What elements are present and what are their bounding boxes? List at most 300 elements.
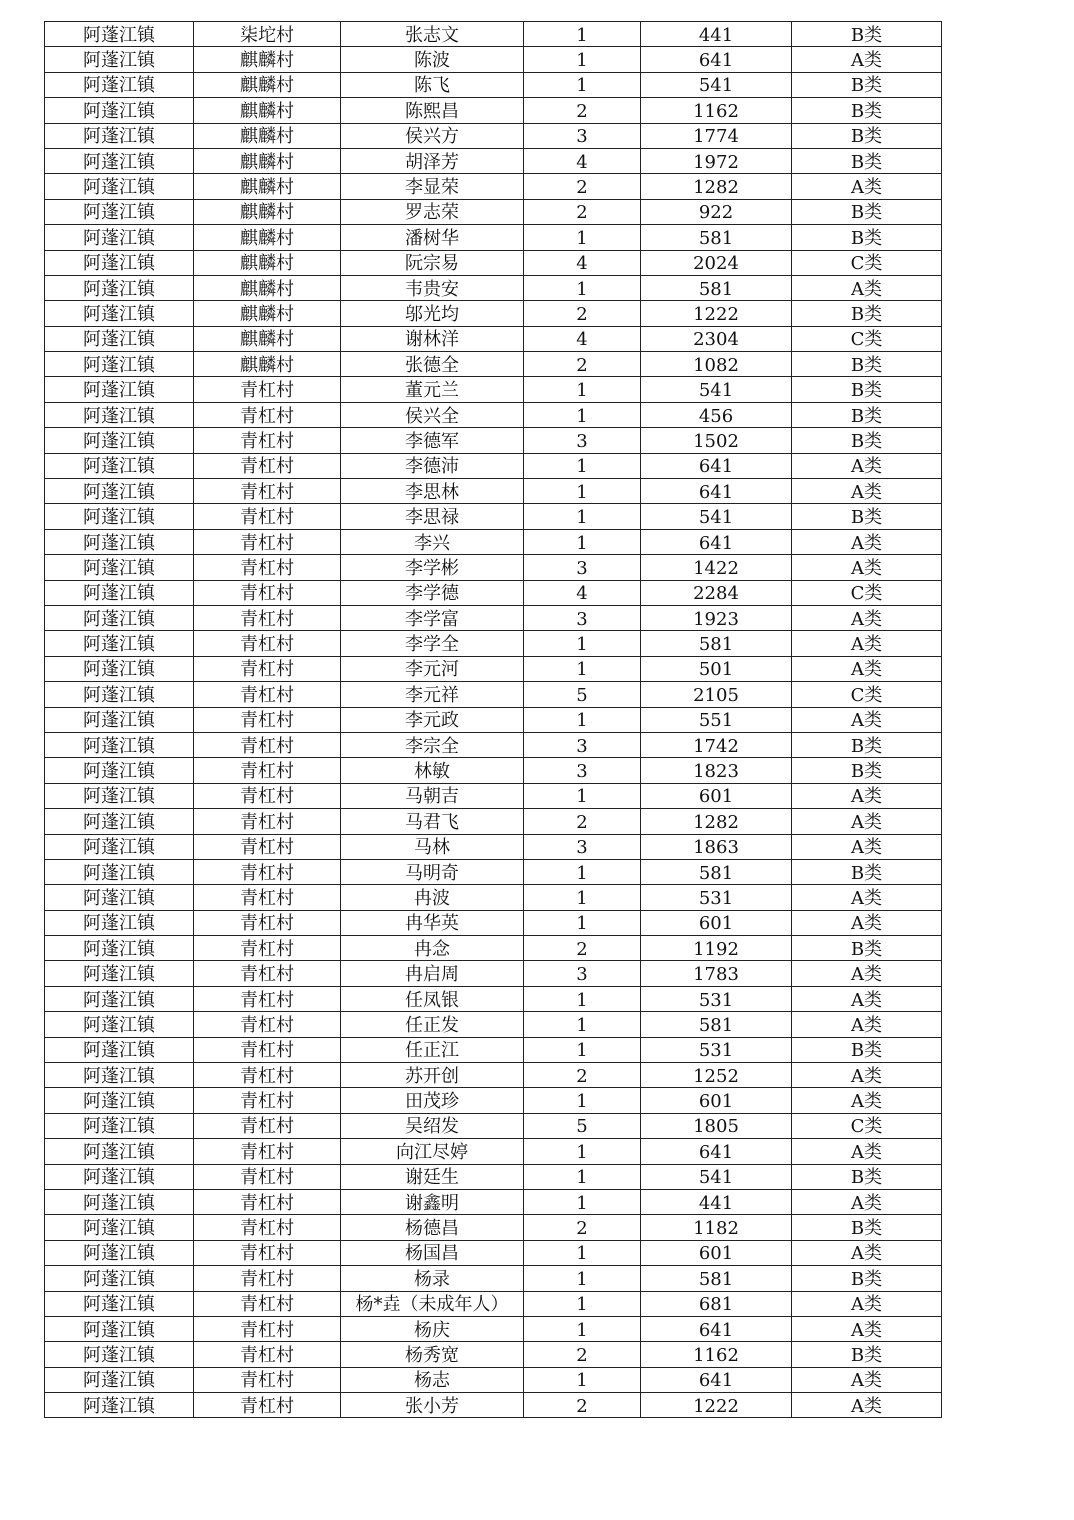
name-cell: 马明奇: [341, 859, 524, 884]
village-cell: 青杠村: [194, 479, 341, 504]
table-row: [45, 529, 942, 554]
household-size-cell: 1: [524, 72, 641, 97]
name-cell: 冉波: [341, 885, 524, 910]
name-cell: 李学富: [341, 605, 524, 630]
town-cell: 阿蓬江镇: [45, 225, 194, 250]
name-cell: 罗志荣: [341, 199, 524, 224]
household-size-cell: 1: [524, 656, 641, 681]
amount-cell: 581: [641, 859, 792, 884]
household-size-cell: 2: [524, 1063, 641, 1088]
name-cell: 马朝吉: [341, 783, 524, 808]
household-size-cell: 1: [524, 453, 641, 478]
household-size-cell: 3: [524, 555, 641, 580]
table-row: [45, 47, 942, 72]
amount-cell: 2105: [641, 682, 792, 707]
name-cell: 李德军: [341, 428, 524, 453]
table-row: [45, 1342, 942, 1367]
town-cell: 阿蓬江镇: [45, 326, 194, 351]
name-cell: 李思林: [341, 479, 524, 504]
name-cell: 邬光均: [341, 301, 524, 326]
category-cell: A类: [792, 1367, 942, 1392]
category-cell: C类: [792, 682, 942, 707]
village-cell: 麒麟村: [194, 301, 341, 326]
table-row: [45, 986, 942, 1011]
table-row: [45, 758, 942, 783]
category-cell: C类: [792, 1113, 942, 1138]
household-size-cell: 1: [524, 1189, 641, 1214]
household-size-cell: 1: [524, 986, 641, 1011]
table-row: [45, 732, 942, 757]
town-cell: 阿蓬江镇: [45, 1139, 194, 1164]
category-cell: B类: [792, 98, 942, 123]
household-size-cell: 1: [524, 377, 641, 402]
table-row: [45, 834, 942, 859]
village-cell: 青杠村: [194, 580, 341, 605]
category-cell: B类: [792, 936, 942, 961]
town-cell: 阿蓬江镇: [45, 707, 194, 732]
category-cell: B类: [792, 301, 942, 326]
category-cell: A类: [792, 1012, 942, 1037]
amount-cell: 1783: [641, 961, 792, 986]
town-cell: 阿蓬江镇: [45, 22, 194, 47]
table-row: [45, 631, 942, 656]
name-cell: 李元政: [341, 707, 524, 732]
name-cell: 侯兴全: [341, 402, 524, 427]
name-cell: 杨录: [341, 1266, 524, 1291]
village-cell: 麒麟村: [194, 275, 341, 300]
village-cell: 麒麟村: [194, 47, 341, 72]
village-cell: 青杠村: [194, 1240, 341, 1265]
amount-cell: 1742: [641, 732, 792, 757]
amount-cell: 1192: [641, 936, 792, 961]
village-cell: 青杠村: [194, 732, 341, 757]
village-cell: 麒麟村: [194, 250, 341, 275]
amount-cell: 531: [641, 986, 792, 1011]
village-cell: 青杠村: [194, 428, 341, 453]
household-size-cell: 1: [524, 1139, 641, 1164]
category-cell: C类: [792, 250, 942, 275]
table-body: [45, 22, 942, 1418]
category-cell: A类: [792, 1189, 942, 1214]
town-cell: 阿蓬江镇: [45, 1240, 194, 1265]
table-row: [45, 783, 942, 808]
name-cell: 潘树华: [341, 225, 524, 250]
town-cell: 阿蓬江镇: [45, 453, 194, 478]
category-cell: A类: [792, 1316, 942, 1341]
table-row: [45, 123, 942, 148]
category-cell: B类: [792, 428, 942, 453]
village-cell: 青杠村: [194, 783, 341, 808]
amount-cell: 1282: [641, 174, 792, 199]
town-cell: 阿蓬江镇: [45, 1063, 194, 1088]
name-cell: 田茂珍: [341, 1088, 524, 1113]
table-row: [45, 936, 942, 961]
village-cell: 青杠村: [194, 1393, 341, 1418]
amount-cell: 1923: [641, 605, 792, 630]
village-cell: 青杠村: [194, 1113, 341, 1138]
town-cell: 阿蓬江镇: [45, 1012, 194, 1037]
table-row: [45, 72, 942, 97]
town-cell: 阿蓬江镇: [45, 1266, 194, 1291]
village-cell: 青杠村: [194, 834, 341, 859]
data-table: [44, 21, 942, 1418]
table-row: [45, 199, 942, 224]
table-row: [45, 1316, 942, 1341]
town-cell: 阿蓬江镇: [45, 123, 194, 148]
village-cell: 青杠村: [194, 453, 341, 478]
amount-cell: 1082: [641, 352, 792, 377]
table-row: [45, 1088, 942, 1113]
table-row: [45, 859, 942, 884]
amount-cell: 641: [641, 1316, 792, 1341]
town-cell: 阿蓬江镇: [45, 809, 194, 834]
category-cell: B类: [792, 1164, 942, 1189]
household-size-cell: 4: [524, 250, 641, 275]
town-cell: 阿蓬江镇: [45, 961, 194, 986]
name-cell: 冉念: [341, 936, 524, 961]
category-cell: A类: [792, 910, 942, 935]
village-cell: 青杠村: [194, 758, 341, 783]
category-cell: B类: [792, 22, 942, 47]
amount-cell: 1252: [641, 1063, 792, 1088]
village-cell: 青杠村: [194, 986, 341, 1011]
household-size-cell: 3: [524, 605, 641, 630]
category-cell: A类: [792, 961, 942, 986]
table-row: [45, 1215, 942, 1240]
name-cell: 李兴: [341, 529, 524, 554]
town-cell: 阿蓬江镇: [45, 936, 194, 961]
category-cell: B类: [792, 758, 942, 783]
village-cell: 青杠村: [194, 1367, 341, 1392]
household-size-cell: 1: [524, 1037, 641, 1062]
category-cell: B类: [792, 1215, 942, 1240]
category-cell: A类: [792, 1063, 942, 1088]
name-cell: 任正江: [341, 1037, 524, 1062]
table-row: [45, 1139, 942, 1164]
amount-cell: 541: [641, 72, 792, 97]
name-cell: 谢廷生: [341, 1164, 524, 1189]
household-size-cell: 3: [524, 961, 641, 986]
household-size-cell: 1: [524, 47, 641, 72]
household-size-cell: 4: [524, 580, 641, 605]
household-size-cell: 1: [524, 910, 641, 935]
name-cell: 胡泽芳: [341, 148, 524, 173]
category-cell: A类: [792, 605, 942, 630]
town-cell: 阿蓬江镇: [45, 1291, 194, 1316]
amount-cell: 581: [641, 1012, 792, 1037]
name-cell: 吴绍发: [341, 1113, 524, 1138]
town-cell: 阿蓬江镇: [45, 631, 194, 656]
table-row: [45, 275, 942, 300]
village-cell: 青杠村: [194, 631, 341, 656]
table-row: [45, 428, 942, 453]
household-size-cell: 1: [524, 402, 641, 427]
table-row: [45, 1113, 942, 1138]
name-cell: 马君飞: [341, 809, 524, 834]
household-size-cell: 1: [524, 504, 641, 529]
table-row: [45, 1367, 942, 1392]
village-cell: 青杠村: [194, 1189, 341, 1214]
household-size-cell: 1: [524, 1291, 641, 1316]
name-cell: 陈波: [341, 47, 524, 72]
name-cell: 李学德: [341, 580, 524, 605]
village-cell: 麒麟村: [194, 352, 341, 377]
table-row: [45, 555, 942, 580]
category-cell: A类: [792, 986, 942, 1011]
town-cell: 阿蓬江镇: [45, 148, 194, 173]
name-cell: 任正发: [341, 1012, 524, 1037]
name-cell: 张小芳: [341, 1393, 524, 1418]
household-size-cell: 1: [524, 1088, 641, 1113]
village-cell: 青杠村: [194, 605, 341, 630]
town-cell: 阿蓬江镇: [45, 504, 194, 529]
household-size-cell: 1: [524, 1240, 641, 1265]
household-size-cell: 3: [524, 123, 641, 148]
category-cell: B类: [792, 1266, 942, 1291]
amount-cell: 1182: [641, 1215, 792, 1240]
village-cell: 青杠村: [194, 529, 341, 554]
category-cell: B类: [792, 504, 942, 529]
category-cell: A类: [792, 885, 942, 910]
name-cell: 韦贵安: [341, 275, 524, 300]
village-cell: 麒麟村: [194, 326, 341, 351]
amount-cell: 1282: [641, 809, 792, 834]
amount-cell: 641: [641, 1139, 792, 1164]
household-size-cell: 2: [524, 174, 641, 199]
amount-cell: 441: [641, 1189, 792, 1214]
name-cell: 陈飞: [341, 72, 524, 97]
amount-cell: 681: [641, 1291, 792, 1316]
town-cell: 阿蓬江镇: [45, 1215, 194, 1240]
category-cell: A类: [792, 1139, 942, 1164]
town-cell: 阿蓬江镇: [45, 885, 194, 910]
town-cell: 阿蓬江镇: [45, 479, 194, 504]
town-cell: 阿蓬江镇: [45, 428, 194, 453]
category-cell: A类: [792, 783, 942, 808]
table-row: [45, 225, 942, 250]
category-cell: B类: [792, 148, 942, 173]
village-cell: 青杠村: [194, 859, 341, 884]
household-size-cell: 1: [524, 1012, 641, 1037]
village-cell: 青杠村: [194, 504, 341, 529]
table-row: [45, 910, 942, 935]
table-row: [45, 301, 942, 326]
village-cell: 青杠村: [194, 402, 341, 427]
village-cell: 青杠村: [194, 1215, 341, 1240]
household-size-cell: 2: [524, 1342, 641, 1367]
amount-cell: 1805: [641, 1113, 792, 1138]
category-cell: A类: [792, 809, 942, 834]
village-cell: 青杠村: [194, 1291, 341, 1316]
amount-cell: 551: [641, 707, 792, 732]
amount-cell: 601: [641, 910, 792, 935]
town-cell: 阿蓬江镇: [45, 47, 194, 72]
name-cell: 侯兴方: [341, 123, 524, 148]
amount-cell: 541: [641, 504, 792, 529]
table-row: [45, 504, 942, 529]
amount-cell: 1222: [641, 301, 792, 326]
table-row: [45, 605, 942, 630]
household-size-cell: 2: [524, 352, 641, 377]
name-cell: 杨国昌: [341, 1240, 524, 1265]
category-cell: B类: [792, 732, 942, 757]
amount-cell: 2304: [641, 326, 792, 351]
table-row: [45, 377, 942, 402]
household-size-cell: 4: [524, 148, 641, 173]
town-cell: 阿蓬江镇: [45, 758, 194, 783]
town-cell: 阿蓬江镇: [45, 783, 194, 808]
household-size-cell: 2: [524, 809, 641, 834]
town-cell: 阿蓬江镇: [45, 1189, 194, 1214]
town-cell: 阿蓬江镇: [45, 555, 194, 580]
village-cell: 麒麟村: [194, 72, 341, 97]
amount-cell: 441: [641, 22, 792, 47]
name-cell: 苏开创: [341, 1063, 524, 1088]
town-cell: 阿蓬江镇: [45, 859, 194, 884]
amount-cell: 581: [641, 631, 792, 656]
category-cell: B类: [792, 199, 942, 224]
village-cell: 青杠村: [194, 1316, 341, 1341]
amount-cell: 922: [641, 199, 792, 224]
category-cell: A类: [792, 174, 942, 199]
amount-cell: 2284: [641, 580, 792, 605]
table-row: [45, 174, 942, 199]
table-row: [45, 1393, 942, 1418]
amount-cell: 601: [641, 783, 792, 808]
table-row: [45, 1063, 942, 1088]
town-cell: 阿蓬江镇: [45, 834, 194, 859]
amount-cell: 601: [641, 1088, 792, 1113]
category-cell: A类: [792, 1088, 942, 1113]
town-cell: 阿蓬江镇: [45, 529, 194, 554]
amount-cell: 531: [641, 1037, 792, 1062]
name-cell: 杨*垚（未成年人）: [341, 1291, 524, 1316]
amount-cell: 641: [641, 453, 792, 478]
household-size-cell: 2: [524, 1393, 641, 1418]
category-cell: A类: [792, 834, 942, 859]
category-cell: A类: [792, 1291, 942, 1316]
table-row: [45, 1266, 942, 1291]
name-cell: 董元兰: [341, 377, 524, 402]
table-row: [45, 580, 942, 605]
category-cell: B类: [792, 1037, 942, 1062]
name-cell: 李显荣: [341, 174, 524, 199]
name-cell: 张志文: [341, 22, 524, 47]
table-row: [45, 682, 942, 707]
amount-cell: 1162: [641, 1342, 792, 1367]
amount-cell: 2024: [641, 250, 792, 275]
town-cell: 阿蓬江镇: [45, 98, 194, 123]
village-cell: 青杠村: [194, 555, 341, 580]
household-size-cell: 1: [524, 1266, 641, 1291]
name-cell: 杨庆: [341, 1316, 524, 1341]
category-cell: A类: [792, 1393, 942, 1418]
village-cell: 青杠村: [194, 885, 341, 910]
household-size-cell: 1: [524, 859, 641, 884]
town-cell: 阿蓬江镇: [45, 1088, 194, 1113]
village-cell: 青杠村: [194, 1088, 341, 1113]
village-cell: 麒麟村: [194, 225, 341, 250]
town-cell: 阿蓬江镇: [45, 174, 194, 199]
household-size-cell: 1: [524, 707, 641, 732]
household-size-cell: 1: [524, 529, 641, 554]
table-row: [45, 402, 942, 427]
category-cell: A类: [792, 707, 942, 732]
category-cell: C类: [792, 580, 942, 605]
amount-cell: 641: [641, 479, 792, 504]
village-cell: 麒麟村: [194, 174, 341, 199]
household-size-cell: 1: [524, 1367, 641, 1392]
name-cell: 李学全: [341, 631, 524, 656]
village-cell: 麒麟村: [194, 98, 341, 123]
category-cell: B类: [792, 225, 942, 250]
village-cell: 青杠村: [194, 1037, 341, 1062]
village-cell: 麒麟村: [194, 199, 341, 224]
category-cell: A类: [792, 555, 942, 580]
village-cell: 青杠村: [194, 656, 341, 681]
table-row: [45, 453, 942, 478]
table-row: [45, 1240, 942, 1265]
category-cell: B类: [792, 352, 942, 377]
amount-cell: 501: [641, 656, 792, 681]
household-size-cell: 3: [524, 834, 641, 859]
village-cell: 青杠村: [194, 961, 341, 986]
table-row: [45, 22, 942, 47]
amount-cell: 601: [641, 1240, 792, 1265]
town-cell: 阿蓬江镇: [45, 1113, 194, 1138]
amount-cell: 641: [641, 47, 792, 72]
name-cell: 马林: [341, 834, 524, 859]
amount-cell: 1422: [641, 555, 792, 580]
household-size-cell: 2: [524, 301, 641, 326]
name-cell: 李元祥: [341, 682, 524, 707]
town-cell: 阿蓬江镇: [45, 199, 194, 224]
village-cell: 青杠村: [194, 910, 341, 935]
amount-cell: 641: [641, 1367, 792, 1392]
town-cell: 阿蓬江镇: [45, 275, 194, 300]
town-cell: 阿蓬江镇: [45, 605, 194, 630]
category-cell: C类: [792, 326, 942, 351]
amount-cell: 541: [641, 377, 792, 402]
name-cell: 杨德昌: [341, 1215, 524, 1240]
town-cell: 阿蓬江镇: [45, 732, 194, 757]
household-size-cell: 1: [524, 275, 641, 300]
table-row: [45, 326, 942, 351]
household-size-cell: 1: [524, 1164, 641, 1189]
category-cell: A类: [792, 631, 942, 656]
town-cell: 阿蓬江镇: [45, 352, 194, 377]
category-cell: A类: [792, 275, 942, 300]
household-size-cell: 2: [524, 199, 641, 224]
category-cell: A类: [792, 453, 942, 478]
village-cell: 柒坨村: [194, 22, 341, 47]
town-cell: 阿蓬江镇: [45, 250, 194, 275]
village-cell: 青杠村: [194, 1164, 341, 1189]
household-size-cell: 2: [524, 1215, 641, 1240]
category-cell: A类: [792, 479, 942, 504]
name-cell: 林敏: [341, 758, 524, 783]
amount-cell: 541: [641, 1164, 792, 1189]
category-cell: B类: [792, 123, 942, 148]
village-cell: 青杠村: [194, 682, 341, 707]
town-cell: 阿蓬江镇: [45, 72, 194, 97]
table-row: [45, 1164, 942, 1189]
town-cell: 阿蓬江镇: [45, 402, 194, 427]
village-cell: 青杠村: [194, 1342, 341, 1367]
name-cell: 李宗全: [341, 732, 524, 757]
table-row: [45, 98, 942, 123]
name-cell: 杨志: [341, 1367, 524, 1392]
